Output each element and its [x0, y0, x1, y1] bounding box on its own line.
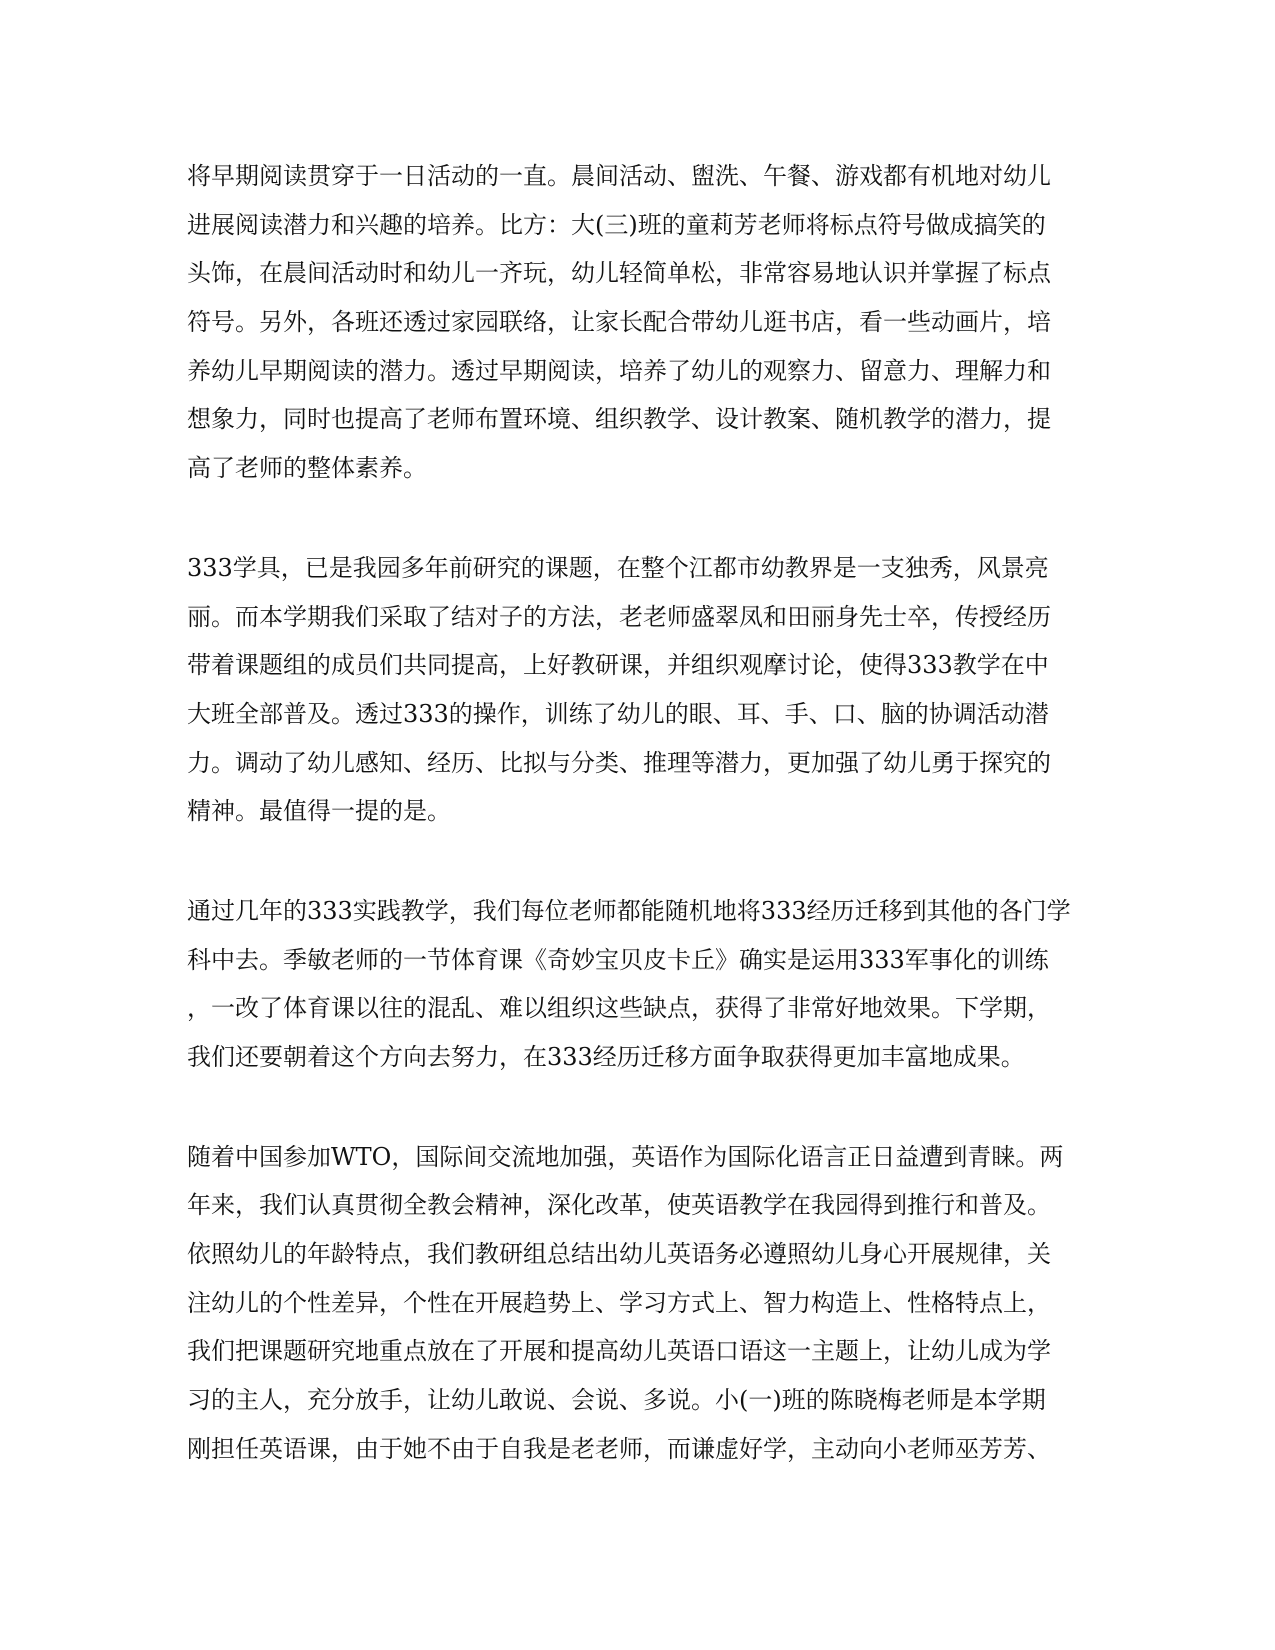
- paragraph-333-learning-tools: [187, 544, 1087, 836]
- text-line: 科中去。季敏老师的一节体育课《奇妙宝贝皮卡丘》确实是运用333军事化的训练: [187, 945, 1049, 974]
- text-line: 丽。而本学期我们采取了结对子的方法，老老师盛翠凤和田丽身先士卒，传授经历: [187, 602, 1051, 631]
- text-line: 精神。最值得一提的是。: [187, 797, 451, 826]
- text-line: 年来，我们认真贯彻全教会精神，深化改革，使英语教学在我园得到推行和普及。: [187, 1191, 1051, 1220]
- text-line: 将早期阅读贯穿于一日活动的一直。晨间活动、盥洗、午餐、游戏都有机地对幼儿: [187, 162, 1051, 190]
- text-line: 养幼儿早期阅读的潜力。透过早期阅读，培养了幼儿的观察力、留意力、理解力和: [187, 356, 1051, 385]
- paragraph-333-practice: [187, 887, 1087, 1082]
- paragraph-english-teaching: [187, 1133, 1087, 1474]
- text-line: 大班全部普及。透过333的操作，训练了幼儿的眼、耳、手、口、脑的协调活动潜: [187, 699, 1049, 728]
- text-line: 注幼儿的个性差异，个性在开展趋势上、学习方式上、智力构造上、性格特点上，: [187, 1288, 1051, 1317]
- text-line: 333学具，已是我园多年前研究的课题，在整个江都市幼教界是一支独秀，风景亮: [187, 553, 1049, 582]
- text-line: 通过几年的333实践教学，我们每位老师都能随机地将333经历迁移到其他的各门学: [187, 896, 1071, 925]
- text-line: 想象力，同时也提高了老师布置环境、组织教学、设计教案、随机教学的潜力，提: [187, 405, 1051, 434]
- text-line: 我们还要朝着这个方向去努力，在333经历迁移方面争取获得更加丰富地成果。: [187, 1043, 1025, 1071]
- paragraph-early-reading: [187, 152, 1087, 493]
- text-line: 带着课题组的成员们共同提高，上好教研课，并组织观摩讨论，使得333教学在中: [187, 651, 1049, 680]
- document-body: [187, 152, 1087, 1525]
- text-line: ，一改了体育课以往的混乱、难以组织这些缺点，获得了非常好地效果。下学期，: [187, 994, 1051, 1023]
- text-line: 符号。另外，各班还透过家园联络，让家长配合带幼儿逛书店，看一些动画片，培: [187, 308, 1051, 337]
- text-line: 刚担任英语课，由于她不由于自我是老老师，而谦虚好学，主动向小老师巫芳芳、: [187, 1434, 1051, 1463]
- text-line: 随着中国参加WTO，国际间交流地加强，英语作为国际化语言正日益遭到青睐。两: [187, 1142, 1064, 1171]
- text-line: 进展阅读潜力和兴趣的培养。比方：大(三)班的童莉芳老师将标点符号做成搞笑的: [187, 210, 1046, 239]
- text-line: 高了老师的整体素养。: [187, 454, 427, 483]
- text-line: 依照幼儿的年龄特点，我们教研组总结出幼儿英语务必遵照幼儿身心开展规律，关: [187, 1240, 1051, 1269]
- text-line: 我们把课题研究地重点放在了开展和提高幼儿英语口语这一主题上，让幼儿成为学: [187, 1337, 1051, 1366]
- text-line: 头饰，在晨间活动时和幼儿一齐玩，幼儿轻简单松，非常容易地认识并掌握了标点: [187, 259, 1051, 288]
- text-line: 力。调动了幼儿感知、经历、比拟与分类、推理等潜力，更加强了幼儿勇于探究的: [187, 748, 1051, 777]
- text-line: 习的主人，充分放手，让幼儿敢说、会说、多说。小(一)班的陈晓梅老师是本学期: [187, 1386, 1046, 1415]
